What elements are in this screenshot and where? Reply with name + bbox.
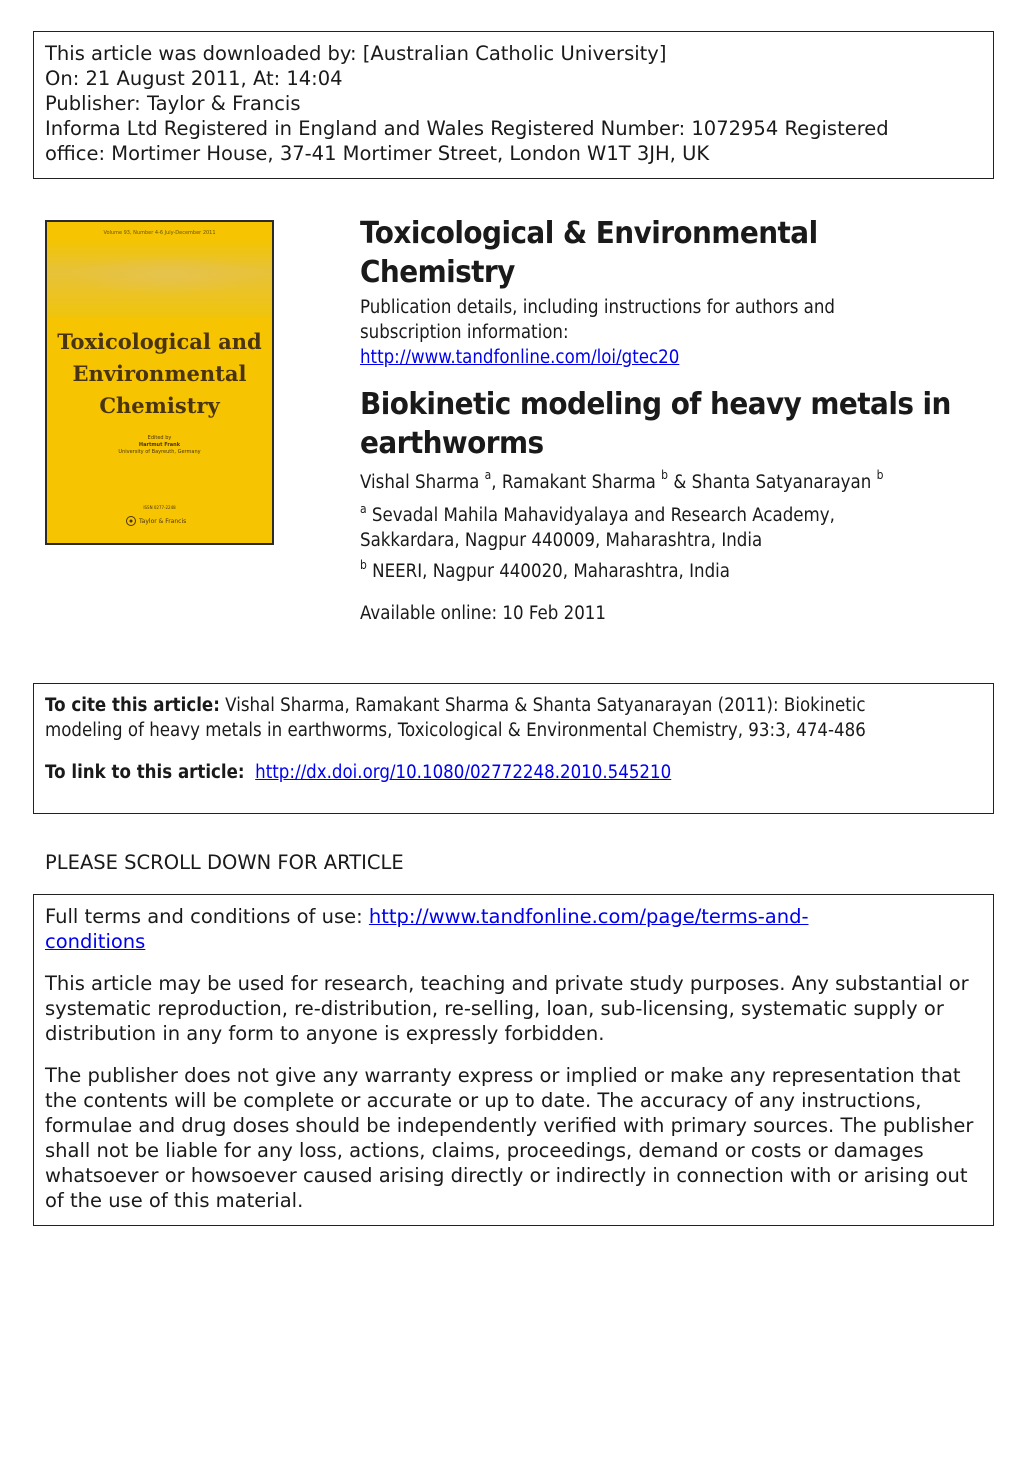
- author-name: Shanta Satyanarayan: [691, 472, 872, 493]
- citation-box: [33, 683, 994, 814]
- cover-title-line-2: Environmental: [72, 361, 247, 386]
- publication-details-line-1: Publication details, including instructions for authors and: [360, 297, 835, 318]
- cover-edited-by: Edited by: [147, 435, 172, 441]
- author-list: [360, 470, 972, 495]
- article-title: Biokinetic modeling of heavy metals in earthworms: [360, 387, 951, 461]
- author-affiliation-marker: a: [484, 468, 492, 482]
- publisher-logo-icon: [125, 515, 195, 527]
- cite-line-2: modeling of heavy metals in earthworms, Toxicological & Environmental Chemistry, 93:3, 474-486: [45, 720, 866, 741]
- terms-link-part-1[interactable]: http://www.tandfonline.com/page/terms-and-: [368, 905, 809, 928]
- download-line-3: Publisher: Taylor & Francis: [45, 92, 301, 115]
- terms-box: [33, 894, 994, 1226]
- cover-title: [47, 326, 272, 422]
- affiliation-a-line-2: Sakkardara, Nagpur 440009, Maharashtra, India: [360, 530, 763, 551]
- author-name: Vishal Sharma: [360, 472, 480, 493]
- cover-title-line-1: Toxicological and: [57, 329, 262, 354]
- link-label: To link to this article:: [45, 762, 245, 783]
- cover-editor-name: Hartmut Frank: [138, 442, 181, 448]
- download-line-5: office: Mortimer House, 37-41 Mortimer Street, London W1T 3JH, UK: [45, 142, 710, 165]
- publication-details: [360, 295, 936, 370]
- download-line-1: This article was downloaded by: [Australian Catholic University]: [45, 42, 667, 65]
- cite-label: To cite this article:: [45, 695, 220, 716]
- download-info-box: [33, 31, 994, 179]
- terms-label: Full terms and conditions of use:: [45, 905, 363, 928]
- terms-paragraph-2: The publisher does not give any warranty express or implied or make any representation that the contents will be complete or accurate or up to date. The accuracy of any instructions, formulae and drug doses should be independently verified with primary sources. The publisher shall not be liable for any loss, actions, claims, proceedings, demand or costs or damages whatsoever or howsoever caused arising directly or indirectly in connection with or arising out of the use of this material.: [45, 1064, 974, 1212]
- cover-editor-affiliation: University of Bayreuth, Germany: [118, 449, 201, 455]
- cover-cloud-graphic: [47, 240, 272, 318]
- affiliation-b: [360, 559, 936, 584]
- cover-publisher-name: Taylor & Francis: [139, 518, 187, 525]
- terms-heading: [45, 904, 982, 954]
- download-line-4: Informa Ltd Registered in England and Wales Registered Number: 1072954 Registered: [45, 117, 889, 140]
- available-online-date: Available online: 10 Feb 2011: [360, 603, 606, 624]
- author-name: Ramakant Sharma: [501, 472, 656, 493]
- author-affiliation-marker: b: [876, 468, 884, 482]
- doi-link[interactable]: http://dx.doi.org/10.1080/02772248.2010.545210: [255, 762, 672, 783]
- download-line-2: On: 21 August 2011, At: 14:04: [45, 67, 343, 90]
- author-separator: ,: [491, 472, 502, 493]
- citation-text: [45, 693, 981, 743]
- cover-volume-line: Volume 93, Number 4-6 July-December 2011: [103, 230, 216, 236]
- cover-title-line-3: Chemistry: [99, 393, 220, 418]
- journal-cover-image: [45, 220, 274, 545]
- publication-details-line-2: subscription information:: [360, 322, 569, 343]
- affiliation-a: [360, 503, 936, 553]
- author-affiliation-marker: b: [661, 468, 669, 482]
- article-link-row: [45, 760, 981, 785]
- journal-title: Toxicological & Environmental Chemistry: [360, 216, 818, 290]
- citation-content: [45, 693, 981, 785]
- cover-editor-block: [47, 435, 272, 456]
- scroll-down-notice: PLEASE SCROLL DOWN FOR ARTICLE: [45, 851, 404, 874]
- affiliation-b-text: NEERI, Nagpur 440020, Maharashtra, India: [372, 561, 730, 582]
- journal-url-link[interactable]: http://www.tandfonline.com/loi/gtec20: [360, 347, 680, 368]
- affiliation-marker: a: [360, 502, 367, 516]
- affiliation-marker: b: [360, 558, 367, 572]
- terms-link-part-2[interactable]: conditions: [45, 930, 146, 953]
- affiliation-a-line-1: Sevadal Mahila Mahavidyalaya and Research Academy,: [371, 505, 835, 526]
- cover-issn: ISSN 0277-2248: [143, 505, 176, 510]
- author-separator: &: [668, 472, 692, 493]
- cite-line-1: Vishal Sharma, Ramakant Sharma & Shanta Satyanarayan (2011): Biokinetic: [225, 695, 866, 716]
- terms-paragraph-1: This article may be used for research, teaching and private study purposes. Any substantial or systematic reproduction, re-distribution, re-selling, loan, sub-licensing, systematic supply or distribution in any form to anyone is expressly forbidden.: [45, 972, 969, 1045]
